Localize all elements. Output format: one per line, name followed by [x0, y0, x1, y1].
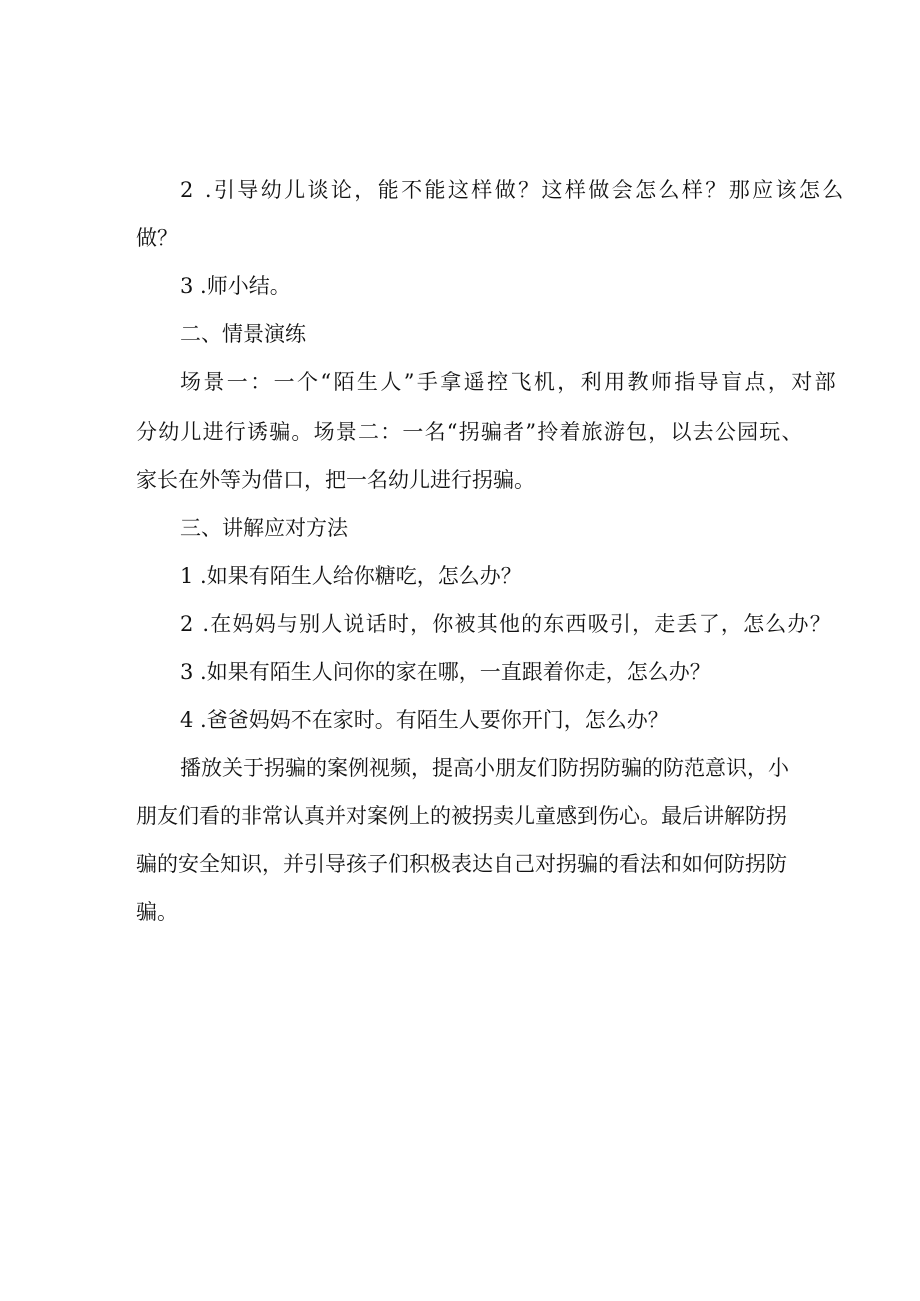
question-2: 2 .在妈妈与别人说话时，你被其他的东西吸引，走丢了，怎么办？ — [180, 612, 832, 636]
summary-line-2: 朋友们看的非常认真并对案例上的被拐卖儿童感到伤心。最后讲解防拐 — [136, 804, 787, 828]
scene-line-1: 场景一：一个“陌生人”手拿遥控飞机，利用教师指导盲点，对部 — [180, 370, 839, 394]
summary-line-4: 骗。 — [136, 900, 178, 924]
summary-line-3: 骗的安全知识，并引导孩子们积极表达自己对拐骗的看法和如何防拐防 — [136, 852, 787, 876]
item-2-line-2: 做？ — [136, 226, 178, 250]
question-4: 4 .爸爸妈妈不在家时。有陌生人要你开门，怎么办？ — [180, 708, 669, 732]
section-3-title: 三、讲解应对方法 — [180, 516, 348, 540]
question-3: 3 .如果有陌生人问你的家在哪，一直跟着你走，怎么办？ — [180, 660, 711, 684]
summary-line-1: 播放关于拐骗的案例视频，提高小朋友们防拐防骗的防范意识，小 — [180, 756, 789, 780]
item-2-line-1: 2 .引导幼儿谈论，能不能这样做？这样做会怎么样？那应该怎么 — [180, 178, 846, 202]
scene-line-2: 分幼儿进行诱骗。场景二：一名“拐骗者”拎着旅游包，以去公园玩、 — [136, 420, 804, 444]
item-3: 3 .师小结。 — [180, 274, 291, 298]
scene-line-3: 家长在外等为借口，把一名幼儿进行拐骗。 — [136, 468, 535, 492]
question-1: 1 .如果有陌生人给你糖吃，怎么办？ — [180, 564, 522, 588]
section-2-title: 二、情景演练 — [180, 322, 306, 346]
